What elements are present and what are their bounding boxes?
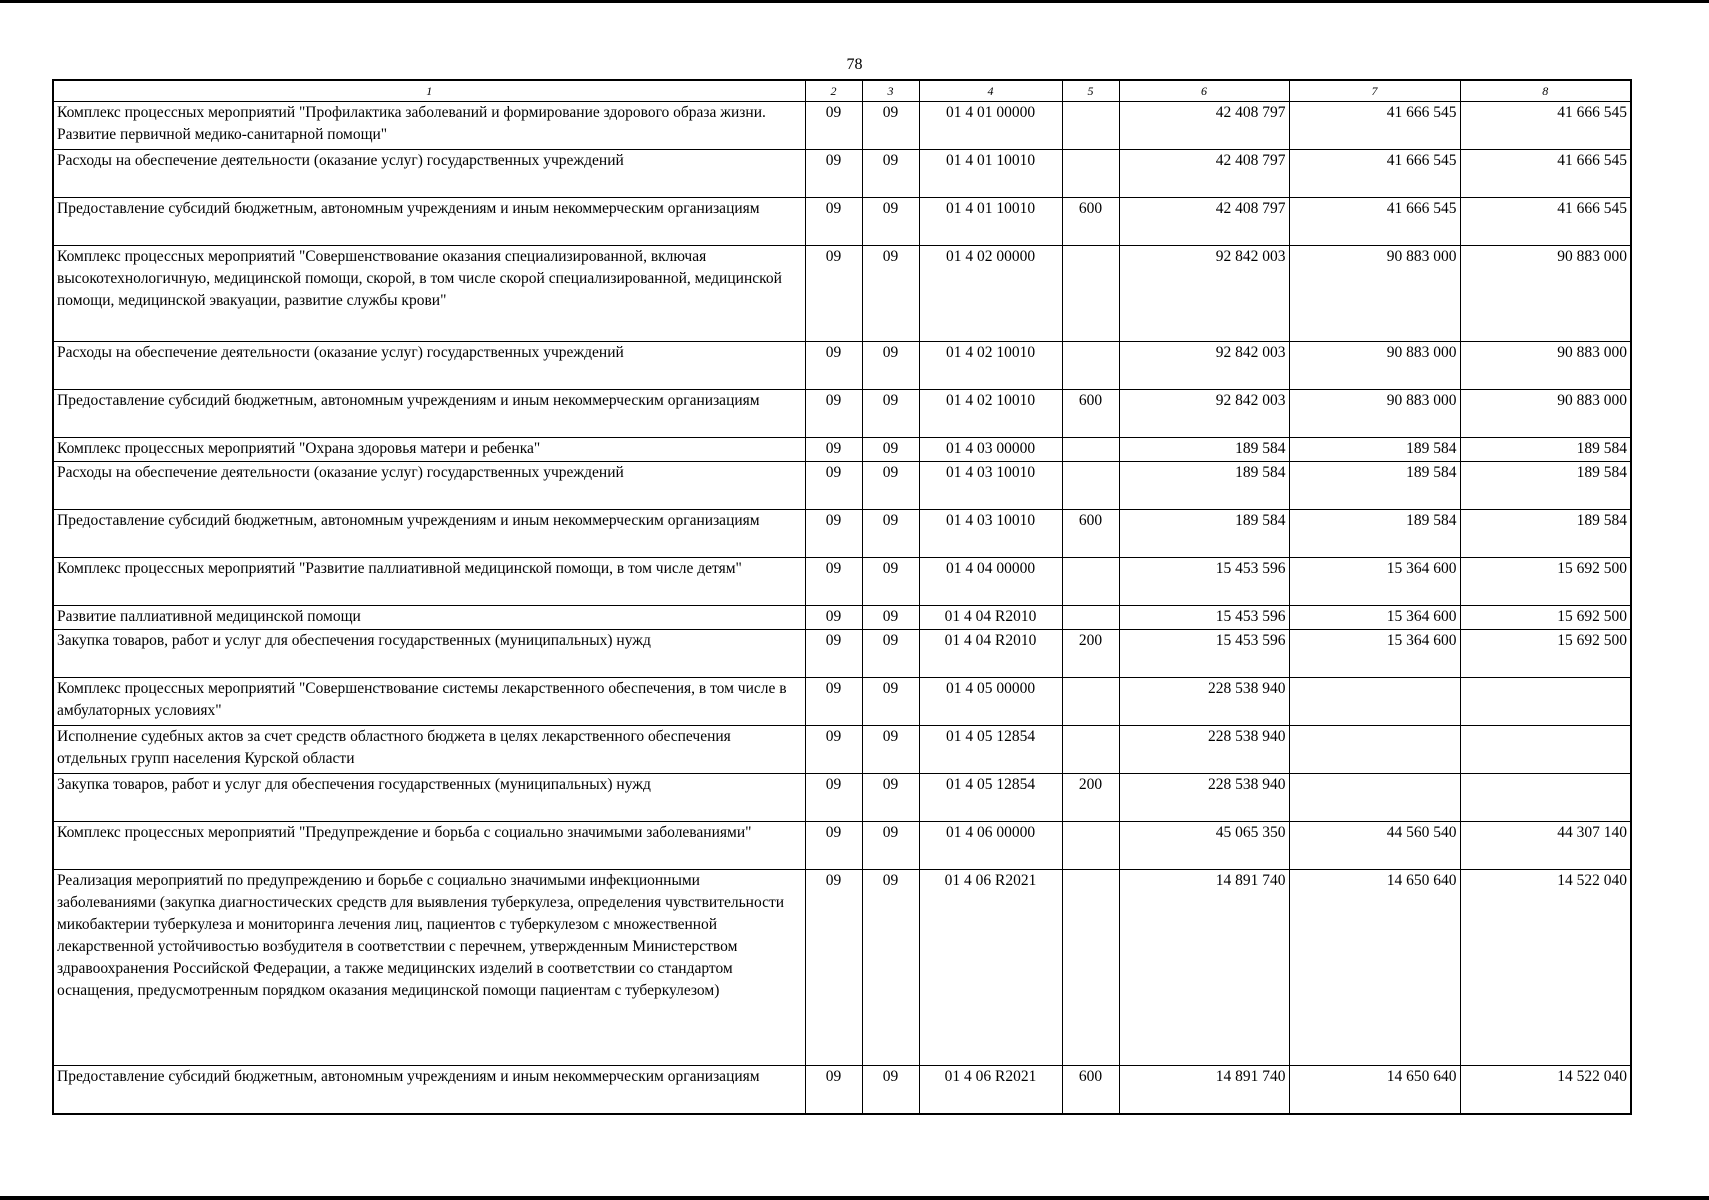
row-target-article-cell: 01 4 01 10010 bbox=[919, 198, 1062, 246]
row-amount-col6-cell: 42 408 797 bbox=[1119, 150, 1289, 198]
table-row bbox=[53, 558, 1631, 606]
row-section-cell: 09 bbox=[805, 390, 862, 438]
row-target-article-cell: 01 4 02 10010 bbox=[919, 390, 1062, 438]
row-section-cell: 09 bbox=[805, 150, 862, 198]
table-row bbox=[53, 438, 1631, 462]
table-row bbox=[53, 390, 1631, 438]
row-amount-col8-cell bbox=[1460, 774, 1631, 822]
row-section-cell: 09 bbox=[805, 870, 862, 1066]
row-amount-col7-cell bbox=[1289, 726, 1460, 774]
row-amount-col6-cell: 45 065 350 bbox=[1119, 822, 1289, 870]
scan-border-bottom bbox=[0, 1196, 1709, 1200]
page-number: 78 bbox=[846, 56, 863, 73]
row-amount-col6-cell: 15 453 596 bbox=[1119, 630, 1289, 678]
row-amount-col7-cell: 41 666 545 bbox=[1289, 150, 1460, 198]
header-col-1: 1 bbox=[53, 80, 805, 102]
row-target-article-cell: 01 4 05 00000 bbox=[919, 678, 1062, 726]
header-col-3: 3 bbox=[862, 80, 919, 102]
row-subsection-cell: 09 bbox=[862, 342, 919, 390]
row-target-article-cell: 01 4 02 00000 bbox=[919, 246, 1062, 342]
row-name-cell: Закупка товаров, работ и услуг для обеспечения государственных (муниципальных) нужд bbox=[53, 630, 805, 678]
row-section-cell: 09 bbox=[805, 438, 862, 462]
row-expense-type-cell bbox=[1062, 246, 1119, 342]
row-amount-col6-cell: 189 584 bbox=[1119, 438, 1289, 462]
row-amount-col6-cell: 15 453 596 bbox=[1119, 558, 1289, 606]
row-amount-col7-cell bbox=[1289, 774, 1460, 822]
row-expense-type-cell bbox=[1062, 726, 1119, 774]
table-row bbox=[53, 342, 1631, 390]
row-amount-col7-cell: 15 364 600 bbox=[1289, 606, 1460, 630]
row-amount-col7-cell: 41 666 545 bbox=[1289, 102, 1460, 150]
row-name-cell: Комплекс процессных мероприятий "Совершенствование оказания специализированной, включая высокотехнологичную, медицинской помощи, скорой, в том числе скорой специализированной, медицинской помощи, медицинской эвакуации, развитие службы крови" bbox=[53, 246, 805, 342]
row-subsection-cell: 09 bbox=[862, 630, 919, 678]
table-row bbox=[53, 822, 1631, 870]
row-subsection-cell: 09 bbox=[862, 822, 919, 870]
row-subsection-cell: 09 bbox=[862, 510, 919, 558]
row-expense-type-cell bbox=[1062, 150, 1119, 198]
row-amount-col7-cell: 90 883 000 bbox=[1289, 246, 1460, 342]
table-body bbox=[53, 80, 1631, 1114]
row-expense-type-cell bbox=[1062, 678, 1119, 726]
row-amount-col8-cell: 15 692 500 bbox=[1460, 558, 1631, 606]
row-name-cell: Реализация мероприятий по предупреждению и борьбе с социально значимыми инфекционными заболеваниями (закупка диагностических средств для выявления туберкулеза, определения чувствительности микобактерии туберкулеза и мониторинга лечения лиц, пациентов с туберкулезом с множественной лекарственной устойчивостью возбудителя в соответствии с перечнем, утвержденным Министерством здравоохранения Российской Федерации, а также медицинских изделий в соответствии со стандартом оснащения, предусмотренным порядком оказания медицинской помощи пациентам с туберкулезом) bbox=[53, 870, 805, 1066]
row-target-article-cell: 01 4 06 R2021 bbox=[919, 870, 1062, 1066]
row-amount-col6-cell: 92 842 003 bbox=[1119, 390, 1289, 438]
budget-table bbox=[52, 79, 1632, 1115]
row-subsection-cell: 09 bbox=[862, 198, 919, 246]
row-subsection-cell: 09 bbox=[862, 774, 919, 822]
row-section-cell: 09 bbox=[805, 102, 862, 150]
table-row bbox=[53, 630, 1631, 678]
row-name-cell: Расходы на обеспечение деятельности (оказание услуг) государственных учреждений bbox=[53, 462, 805, 510]
row-amount-col7-cell: 14 650 640 bbox=[1289, 870, 1460, 1066]
row-amount-col6-cell: 42 408 797 bbox=[1119, 102, 1289, 150]
row-name-cell: Исполнение судебных актов за счет средств областного бюджета в целях лекарственного обеспечения отдельных групп населения Курской области bbox=[53, 726, 805, 774]
row-name-cell: Комплекс процессных мероприятий "Развитие паллиативной медицинской помощи, в том числе детям" bbox=[53, 558, 805, 606]
row-subsection-cell: 09 bbox=[862, 438, 919, 462]
row-subsection-cell: 09 bbox=[862, 246, 919, 342]
row-amount-col7-cell: 90 883 000 bbox=[1289, 342, 1460, 390]
table-row bbox=[53, 1066, 1631, 1114]
row-expense-type-cell bbox=[1062, 558, 1119, 606]
row-amount-col6-cell: 42 408 797 bbox=[1119, 198, 1289, 246]
row-amount-col7-cell: 15 364 600 bbox=[1289, 558, 1460, 606]
row-amount-col8-cell: 189 584 bbox=[1460, 462, 1631, 510]
row-name-cell: Комплекс процессных мероприятий "Профилактика заболеваний и формирование здорового образа жизни. Развитие первичной медико-санитарной помощи" bbox=[53, 102, 805, 150]
row-subsection-cell: 09 bbox=[862, 870, 919, 1066]
header-col-6: 6 bbox=[1119, 80, 1289, 102]
row-amount-col7-cell: 15 364 600 bbox=[1289, 630, 1460, 678]
row-amount-col6-cell: 189 584 bbox=[1119, 510, 1289, 558]
row-amount-col7-cell: 44 560 540 bbox=[1289, 822, 1460, 870]
row-amount-col8-cell: 41 666 545 bbox=[1460, 150, 1631, 198]
row-expense-type-cell bbox=[1062, 822, 1119, 870]
table-row bbox=[53, 150, 1631, 198]
row-amount-col8-cell: 44 307 140 bbox=[1460, 822, 1631, 870]
row-expense-type-cell: 200 bbox=[1062, 774, 1119, 822]
table-row bbox=[53, 774, 1631, 822]
row-amount-col6-cell: 14 891 740 bbox=[1119, 1066, 1289, 1114]
row-expense-type-cell bbox=[1062, 342, 1119, 390]
row-amount-col7-cell bbox=[1289, 678, 1460, 726]
row-expense-type-cell bbox=[1062, 438, 1119, 462]
row-amount-col8-cell bbox=[1460, 726, 1631, 774]
row-target-article-cell: 01 4 06 R2021 bbox=[919, 1066, 1062, 1114]
row-target-article-cell: 01 4 04 R2010 bbox=[919, 606, 1062, 630]
row-name-cell: Предоставление субсидий бюджетным, автономным учреждениям и иным некоммерческим организациям bbox=[53, 510, 805, 558]
row-expense-type-cell: 600 bbox=[1062, 510, 1119, 558]
header-col-8: 8 bbox=[1460, 80, 1631, 102]
row-section-cell: 09 bbox=[805, 462, 862, 510]
row-subsection-cell: 09 bbox=[862, 462, 919, 510]
row-amount-col7-cell: 90 883 000 bbox=[1289, 390, 1460, 438]
row-target-article-cell: 01 4 03 10010 bbox=[919, 510, 1062, 558]
row-target-article-cell: 01 4 04 R2010 bbox=[919, 630, 1062, 678]
row-target-article-cell: 01 4 05 12854 bbox=[919, 726, 1062, 774]
row-amount-col8-cell: 14 522 040 bbox=[1460, 1066, 1631, 1114]
row-amount-col7-cell: 41 666 545 bbox=[1289, 198, 1460, 246]
header-col-7: 7 bbox=[1289, 80, 1460, 102]
row-section-cell: 09 bbox=[805, 1066, 862, 1114]
row-name-cell: Комплекс процессных мероприятий "Охрана здоровья матери и ребенка" bbox=[53, 438, 805, 462]
row-section-cell: 09 bbox=[805, 678, 862, 726]
row-amount-col6-cell: 92 842 003 bbox=[1119, 342, 1289, 390]
row-section-cell: 09 bbox=[805, 774, 862, 822]
row-section-cell: 09 bbox=[805, 630, 862, 678]
row-target-article-cell: 01 4 03 10010 bbox=[919, 462, 1062, 510]
row-name-cell: Предоставление субсидий бюджетным, автономным учреждениям и иным некоммерческим организациям bbox=[53, 390, 805, 438]
row-section-cell: 09 bbox=[805, 726, 862, 774]
table-row bbox=[53, 246, 1631, 342]
table-row bbox=[53, 726, 1631, 774]
row-subsection-cell: 09 bbox=[862, 606, 919, 630]
header-col-4: 4 bbox=[919, 80, 1062, 102]
row-section-cell: 09 bbox=[805, 822, 862, 870]
row-amount-col6-cell: 14 891 740 bbox=[1119, 870, 1289, 1066]
row-target-article-cell: 01 4 01 10010 bbox=[919, 150, 1062, 198]
row-expense-type-cell bbox=[1062, 870, 1119, 1066]
table-row bbox=[53, 606, 1631, 630]
row-amount-col8-cell: 41 666 545 bbox=[1460, 198, 1631, 246]
row-amount-col8-cell: 189 584 bbox=[1460, 438, 1631, 462]
row-amount-col6-cell: 15 453 596 bbox=[1119, 606, 1289, 630]
row-subsection-cell: 09 bbox=[862, 390, 919, 438]
row-section-cell: 09 bbox=[805, 342, 862, 390]
row-amount-col8-cell: 90 883 000 bbox=[1460, 390, 1631, 438]
table-row bbox=[53, 102, 1631, 150]
row-amount-col7-cell: 14 650 640 bbox=[1289, 1066, 1460, 1114]
row-expense-type-cell: 600 bbox=[1062, 390, 1119, 438]
row-target-article-cell: 01 4 06 00000 bbox=[919, 822, 1062, 870]
scan-border-top bbox=[0, 0, 1709, 3]
table-row bbox=[53, 510, 1631, 558]
table-header-row bbox=[53, 80, 1631, 102]
row-amount-col8-cell: 15 692 500 bbox=[1460, 606, 1631, 630]
row-amount-col8-cell: 90 883 000 bbox=[1460, 246, 1631, 342]
row-name-cell: Развитие паллиативной медицинской помощи bbox=[53, 606, 805, 630]
row-amount-col6-cell: 92 842 003 bbox=[1119, 246, 1289, 342]
row-subsection-cell: 09 bbox=[862, 102, 919, 150]
header-col-5: 5 bbox=[1062, 80, 1119, 102]
row-name-cell: Предоставление субсидий бюджетным, автономным учреждениям и иным некоммерческим организациям bbox=[53, 1066, 805, 1114]
row-amount-col7-cell: 189 584 bbox=[1289, 462, 1460, 510]
row-amount-col6-cell: 228 538 940 bbox=[1119, 678, 1289, 726]
row-amount-col8-cell: 189 584 bbox=[1460, 510, 1631, 558]
row-section-cell: 09 bbox=[805, 606, 862, 630]
row-amount-col8-cell: 14 522 040 bbox=[1460, 870, 1631, 1066]
row-target-article-cell: 01 4 01 00000 bbox=[919, 102, 1062, 150]
row-subsection-cell: 09 bbox=[862, 678, 919, 726]
row-section-cell: 09 bbox=[805, 558, 862, 606]
row-name-cell: Комплекс процессных мероприятий "Предупреждение и борьба с социально значимыми заболеваниями" bbox=[53, 822, 805, 870]
row-amount-col6-cell: 228 538 940 bbox=[1119, 774, 1289, 822]
row-name-cell: Предоставление субсидий бюджетным, автономным учреждениям и иным некоммерческим организациям bbox=[53, 198, 805, 246]
row-subsection-cell: 09 bbox=[862, 558, 919, 606]
row-amount-col7-cell: 189 584 bbox=[1289, 510, 1460, 558]
row-name-cell: Закупка товаров, работ и услуг для обеспечения государственных (муниципальных) нужд bbox=[53, 774, 805, 822]
row-amount-col6-cell: 228 538 940 bbox=[1119, 726, 1289, 774]
table-row bbox=[53, 678, 1631, 726]
table-row bbox=[53, 462, 1631, 510]
row-target-article-cell: 01 4 04 00000 bbox=[919, 558, 1062, 606]
row-expense-type-cell bbox=[1062, 462, 1119, 510]
row-name-cell: Расходы на обеспечение деятельности (оказание услуг) государственных учреждений bbox=[53, 150, 805, 198]
row-name-cell: Комплекс процессных мероприятий "Совершенствование системы лекарственного обеспечения, в том числе в амбулаторных условиях" bbox=[53, 678, 805, 726]
row-expense-type-cell bbox=[1062, 606, 1119, 630]
row-expense-type-cell: 200 bbox=[1062, 630, 1119, 678]
row-expense-type-cell: 600 bbox=[1062, 1066, 1119, 1114]
row-target-article-cell: 01 4 05 12854 bbox=[919, 774, 1062, 822]
row-amount-col8-cell: 90 883 000 bbox=[1460, 342, 1631, 390]
row-amount-col6-cell: 189 584 bbox=[1119, 462, 1289, 510]
row-expense-type-cell bbox=[1062, 102, 1119, 150]
row-subsection-cell: 09 bbox=[862, 1066, 919, 1114]
header-col-2: 2 bbox=[805, 80, 862, 102]
row-section-cell: 09 bbox=[805, 510, 862, 558]
row-target-article-cell: 01 4 02 10010 bbox=[919, 342, 1062, 390]
row-section-cell: 09 bbox=[805, 246, 862, 342]
row-expense-type-cell: 600 bbox=[1062, 198, 1119, 246]
row-amount-col8-cell bbox=[1460, 678, 1631, 726]
table-row bbox=[53, 870, 1631, 1066]
table-row bbox=[53, 198, 1631, 246]
row-amount-col8-cell: 15 692 500 bbox=[1460, 630, 1631, 678]
row-target-article-cell: 01 4 03 00000 bbox=[919, 438, 1062, 462]
row-amount-col8-cell: 41 666 545 bbox=[1460, 102, 1631, 150]
row-section-cell: 09 bbox=[805, 198, 862, 246]
row-amount-col7-cell: 189 584 bbox=[1289, 438, 1460, 462]
row-subsection-cell: 09 bbox=[862, 726, 919, 774]
row-subsection-cell: 09 bbox=[862, 150, 919, 198]
row-name-cell: Расходы на обеспечение деятельности (оказание услуг) государственных учреждений bbox=[53, 342, 805, 390]
